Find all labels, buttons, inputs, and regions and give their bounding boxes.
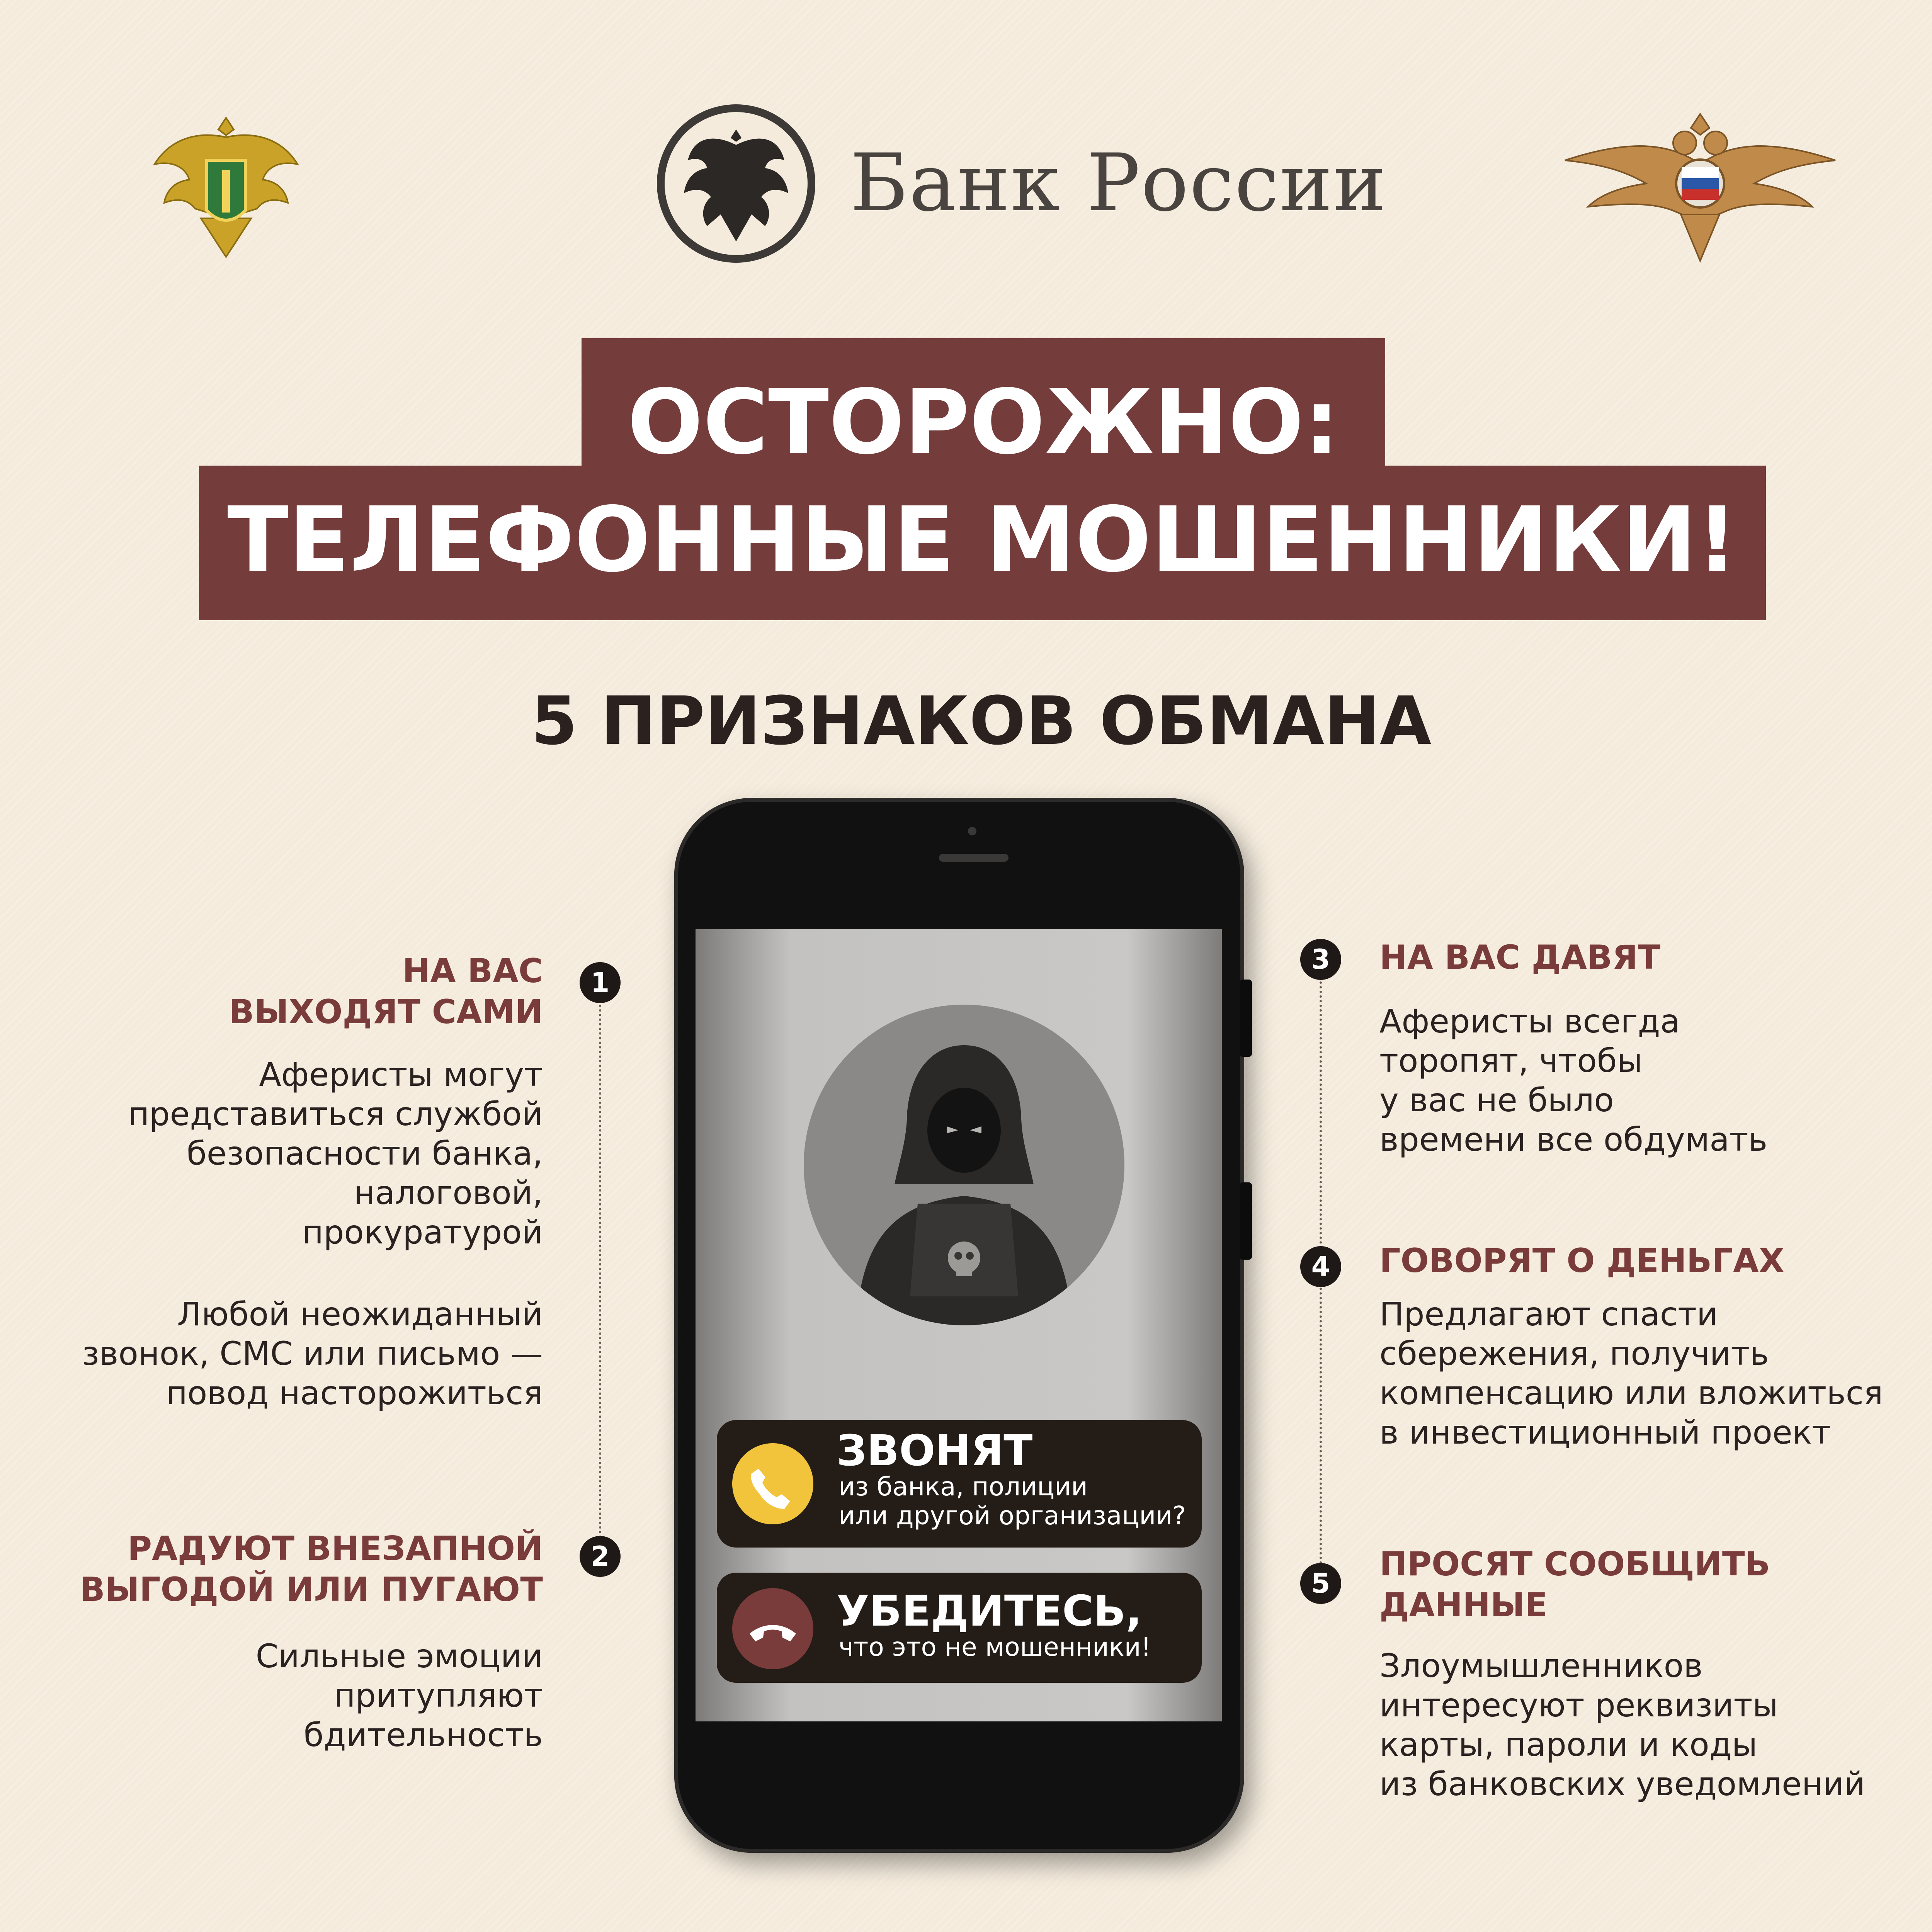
text-line: интересуют реквизиты	[1379, 1686, 1778, 1724]
sign-4-body	[1379, 1294, 1932, 1452]
text-line: прокуратурой	[302, 1213, 543, 1251]
verify-subtitle: что это не мошенники!	[838, 1632, 1151, 1662]
sign-3-title: НА ВАС ДАВЯТ	[1379, 938, 1661, 977]
bank-of-russia-logo-text: Банк России	[850, 137, 1387, 229]
sign-number-5: 5	[1300, 1563, 1341, 1604]
sign-3-body	[1379, 1002, 1920, 1159]
text-line: Аферисты могут	[259, 1056, 543, 1094]
sign-1-title-line: ВЫХОДЯТ САМИ	[229, 993, 543, 1031]
prosecutor-emblem	[143, 102, 309, 269]
decline-call-button[interactable]	[732, 1588, 813, 1669]
text-line: торопят, чтобы	[1379, 1042, 1643, 1080]
call-title: ЗВОНЯТ	[837, 1426, 1033, 1475]
text-line: Злоумышленников	[1379, 1647, 1703, 1685]
text-line: Сильные эмоции	[255, 1637, 543, 1675]
text-line: Аферисты всегда	[1379, 1002, 1680, 1040]
sign-number-4: 4	[1300, 1246, 1341, 1287]
title-line-1: ОСТОРОЖНО:	[627, 371, 1340, 474]
text-line: притупляют	[334, 1677, 543, 1714]
double-headed-eagle-emblem	[655, 102, 817, 265]
hang-up-icon	[732, 1588, 813, 1669]
sign-number-2: 2	[580, 1536, 621, 1577]
phone-camera	[968, 827, 976, 835]
text-line: из банковских уведомлений	[1379, 1765, 1865, 1803]
text-line: Предлагают спасти	[1379, 1295, 1718, 1333]
phone-side-button	[1240, 1182, 1252, 1260]
call-subtitle-2: или другой организации?	[838, 1501, 1186, 1531]
sign-5-title	[1379, 1544, 1920, 1626]
text-line: в инвестиционный проект	[1379, 1413, 1831, 1451]
text-line: повод насторожиться	[166, 1374, 543, 1412]
sign-number-1: 1	[580, 962, 621, 1003]
phone-side-button	[1240, 980, 1252, 1057]
sign-number-3: 3	[1300, 939, 1341, 980]
text-line: Любой неожиданный	[177, 1295, 543, 1333]
sign-1-title	[77, 951, 543, 1032]
sign-5-title-line: ПРОСЯТ СООБЩИТЬ	[1379, 1545, 1770, 1583]
text-line: безопасности банка,	[187, 1134, 543, 1172]
text-line: у вас не было	[1379, 1081, 1614, 1119]
sign-1-title-line: НА ВАС	[402, 952, 543, 990]
call-subtitle-1: из банка, полиции	[838, 1472, 1088, 1502]
sign-2-body	[39, 1636, 543, 1755]
sign-1-body	[39, 1055, 543, 1252]
subtitle: 5 ПРИЗНАКОВ ОБМАНА	[531, 682, 1432, 760]
sign-1-body-2	[39, 1294, 543, 1413]
text-line: времени все обдумать	[1379, 1121, 1768, 1158]
sign-5-body	[1379, 1646, 1932, 1804]
text-line: карты, пароли и коды	[1379, 1726, 1758, 1764]
text-line: компенсацию или вложиться	[1379, 1374, 1883, 1412]
phone-speaker	[939, 854, 1009, 862]
accept-call-button[interactable]	[732, 1443, 813, 1524]
connector-dotted-line	[599, 1005, 601, 1548]
hooded-hacker-icon	[802, 1003, 1126, 1327]
text-line: сбережения, получить	[1379, 1335, 1769, 1372]
title-line-2: ТЕЛЕФОННЫЕ МОШЕННИКИ!	[227, 488, 1738, 592]
sign-2-title	[39, 1528, 543, 1610]
text-line: звонок, СМС или письмо —	[82, 1335, 543, 1372]
sign-5-title-line: ДАННЫЕ	[1379, 1586, 1548, 1624]
sign-4-title: ГОВОРЯТ О ДЕНЬГАХ	[1379, 1242, 1784, 1280]
text-line: налоговой,	[354, 1174, 543, 1212]
mvd-emblem	[1557, 99, 1843, 269]
verify-title: УБЕДИТЕСЬ,	[837, 1586, 1142, 1636]
text-line: бдительность	[303, 1716, 543, 1754]
sign-2-title-line: ВЫГОДОЙ ИЛИ ПУГАЮТ	[80, 1570, 543, 1609]
text-line: представиться службой	[128, 1095, 543, 1133]
phone-handset-icon	[732, 1443, 813, 1524]
sign-2-title-line: РАДУЮТ ВНЕЗАПНОЙ	[128, 1529, 543, 1568]
